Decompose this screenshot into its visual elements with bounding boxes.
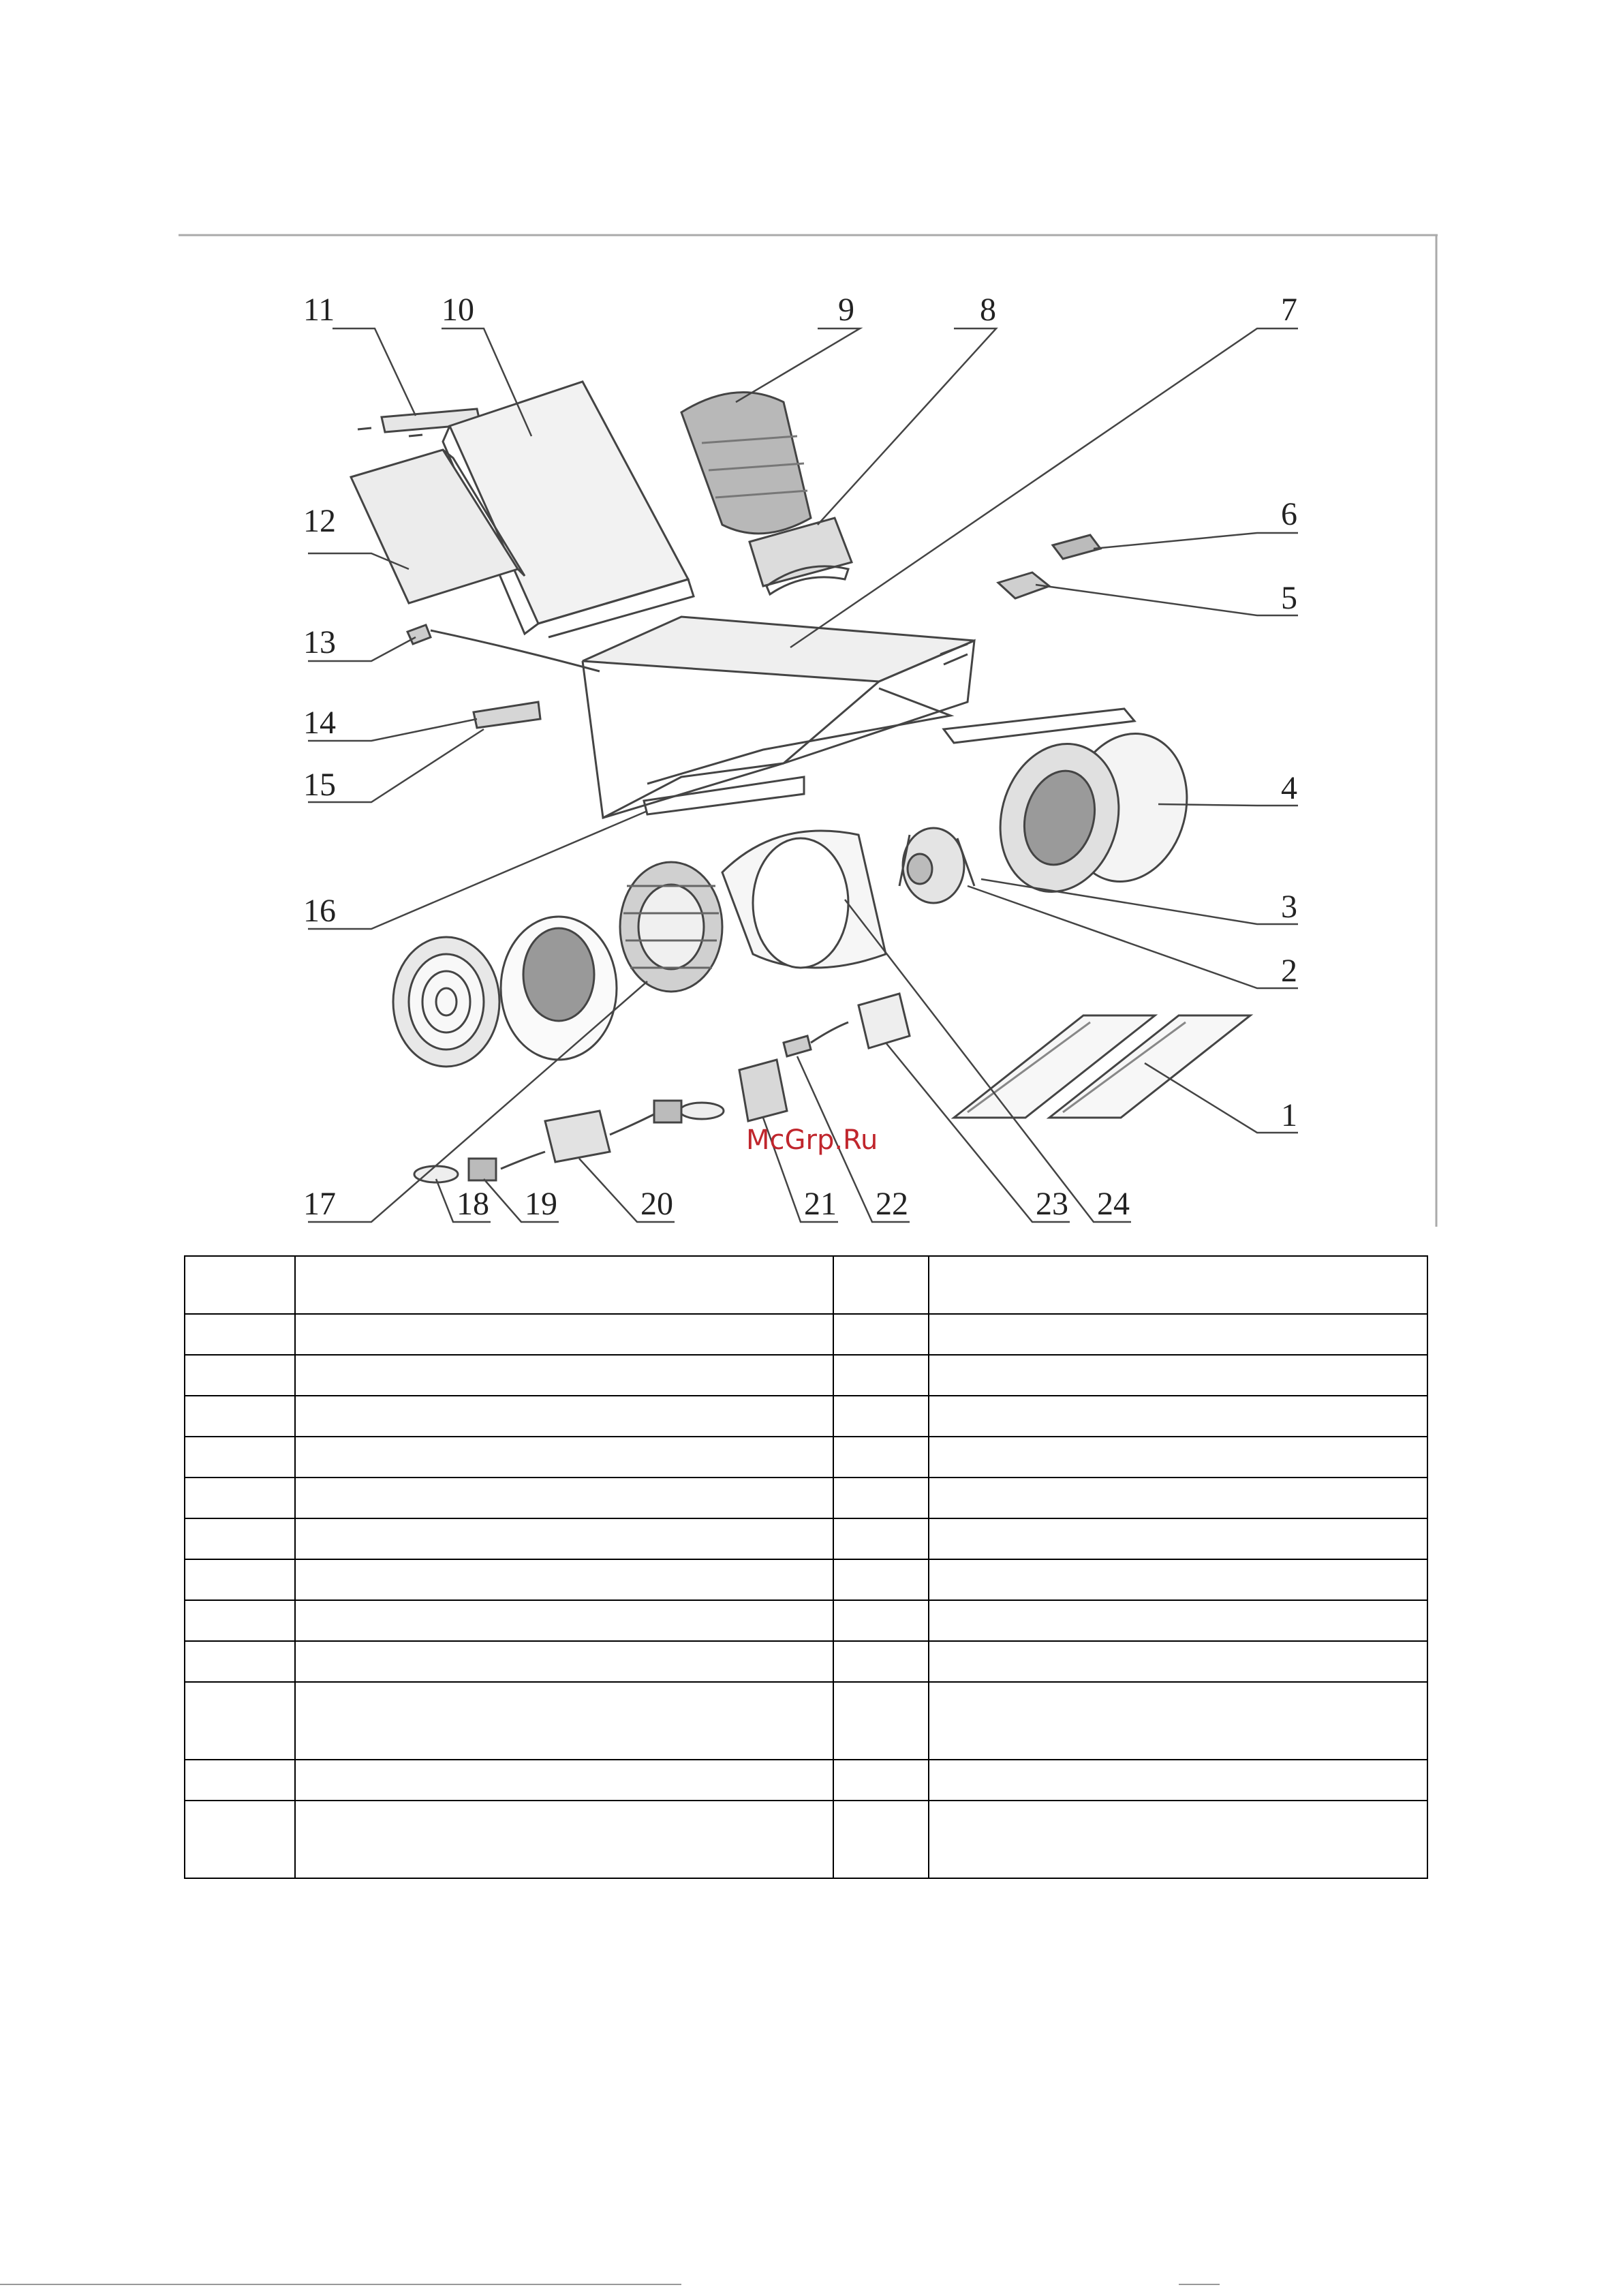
table-cell [185, 1396, 295, 1437]
table-cell [833, 1518, 929, 1559]
table-cell [185, 1760, 295, 1801]
callout-12: 12 [303, 503, 336, 539]
table-cell [929, 1559, 1427, 1600]
table-cell [295, 1801, 833, 1878]
table-cell [185, 1314, 295, 1355]
part-cover-plate [944, 709, 1134, 743]
part-front-panel [644, 777, 804, 814]
parts-table [184, 1255, 1428, 1879]
table-cell [295, 1518, 833, 1559]
callout-8: 8 [980, 292, 996, 328]
table-row [185, 1478, 1427, 1518]
part-connector [784, 1022, 848, 1056]
table-cell [929, 1355, 1427, 1396]
footer-line-right [1179, 2284, 1220, 2285]
table-cell [833, 1600, 929, 1641]
table-cell [929, 1801, 1427, 1878]
table-cell [185, 1478, 295, 1518]
table-row [185, 1641, 1427, 1682]
table-cell [833, 1760, 929, 1801]
table-row [185, 1518, 1427, 1559]
table-cell [929, 1396, 1427, 1437]
callout-21: 21 [804, 1186, 837, 1222]
callout-16: 16 [303, 893, 336, 929]
table-row [185, 1396, 1427, 1437]
table-cell [833, 1682, 929, 1760]
part-control-board [739, 1060, 787, 1121]
callout-19: 19 [525, 1186, 557, 1222]
table-cell [185, 1437, 295, 1478]
callout-15: 15 [303, 767, 336, 803]
part-grease-filter-round [393, 937, 499, 1067]
table-cell [929, 1314, 1427, 1355]
header-cell [929, 1256, 1427, 1314]
table-cell [185, 1559, 295, 1600]
part-motor [899, 828, 974, 903]
table-cell [295, 1682, 833, 1760]
table-cell [295, 1355, 833, 1396]
callout-5: 5 [1281, 580, 1297, 616]
table-cell [929, 1518, 1427, 1559]
callout-22: 22 [876, 1186, 908, 1222]
table-header-row [185, 1256, 1427, 1314]
footer-line-left [0, 2284, 681, 2285]
table-row [185, 1801, 1427, 1878]
part-hinge [474, 702, 540, 728]
table-cell [185, 1682, 295, 1760]
table-row [185, 1760, 1427, 1801]
table-cell [929, 1760, 1427, 1801]
table-cell [295, 1641, 833, 1682]
table-cell [185, 1355, 295, 1396]
table-cell [295, 1478, 833, 1518]
callout-2: 2 [1281, 953, 1297, 989]
callout-9: 9 [838, 292, 854, 328]
table-cell [833, 1801, 929, 1878]
part-switch-knob [1053, 535, 1100, 559]
callout-13: 13 [303, 624, 336, 660]
table-cell [929, 1682, 1427, 1760]
table-cell [295, 1314, 833, 1355]
callout-23: 23 [1036, 1186, 1068, 1222]
part-plate [859, 994, 910, 1048]
header-cell [185, 1256, 295, 1314]
table-cell [929, 1600, 1427, 1641]
table-row [185, 1314, 1427, 1355]
table-row [185, 1682, 1427, 1760]
callout-11: 11 [303, 292, 335, 328]
header-cell [833, 1256, 929, 1314]
part-fan-housing [722, 831, 886, 968]
part-filter-cover [984, 720, 1203, 906]
callout-24: 24 [1097, 1186, 1130, 1222]
callout-18: 18 [457, 1186, 489, 1222]
table-cell [833, 1396, 929, 1437]
callout-3: 3 [1281, 889, 1297, 925]
part-fan-wheel [620, 862, 722, 992]
header-cell [295, 1256, 833, 1314]
callout-10: 10 [442, 292, 474, 328]
table-cell [185, 1801, 295, 1878]
table-cell [185, 1600, 295, 1641]
table-row [185, 1437, 1427, 1478]
callout-7: 7 [1281, 292, 1297, 328]
table-cell [929, 1641, 1427, 1682]
table-cell [929, 1437, 1427, 1478]
table-row [185, 1600, 1427, 1641]
table-cell [833, 1437, 929, 1478]
table-cell [929, 1478, 1427, 1518]
table-cell [295, 1600, 833, 1641]
table-cell [295, 1396, 833, 1437]
callout-4: 4 [1281, 770, 1297, 806]
watermark-text: McGrp.Ru [746, 1124, 878, 1156]
table-cell [833, 1355, 929, 1396]
callout-1: 1 [1281, 1097, 1297, 1133]
table-cell [833, 1478, 929, 1518]
table-cell [833, 1314, 929, 1355]
part-hood-body [583, 617, 974, 818]
part-filter-holder [501, 917, 617, 1060]
table-row [185, 1355, 1427, 1396]
part-grease-filters [954, 1015, 1250, 1118]
part-transformer-box [501, 1111, 654, 1169]
table-cell [295, 1760, 833, 1801]
callout-20: 20 [640, 1186, 673, 1222]
callout-14: 14 [303, 705, 336, 741]
table-cell [295, 1437, 833, 1478]
table-cell [185, 1641, 295, 1682]
table-cell [833, 1641, 929, 1682]
table-row [185, 1559, 1427, 1600]
part-flexible-duct [681, 393, 811, 534]
callout-17: 17 [303, 1186, 336, 1222]
table-cell [295, 1559, 833, 1600]
table-cell [185, 1518, 295, 1559]
callout-6: 6 [1281, 496, 1297, 532]
table-cell [833, 1559, 929, 1600]
